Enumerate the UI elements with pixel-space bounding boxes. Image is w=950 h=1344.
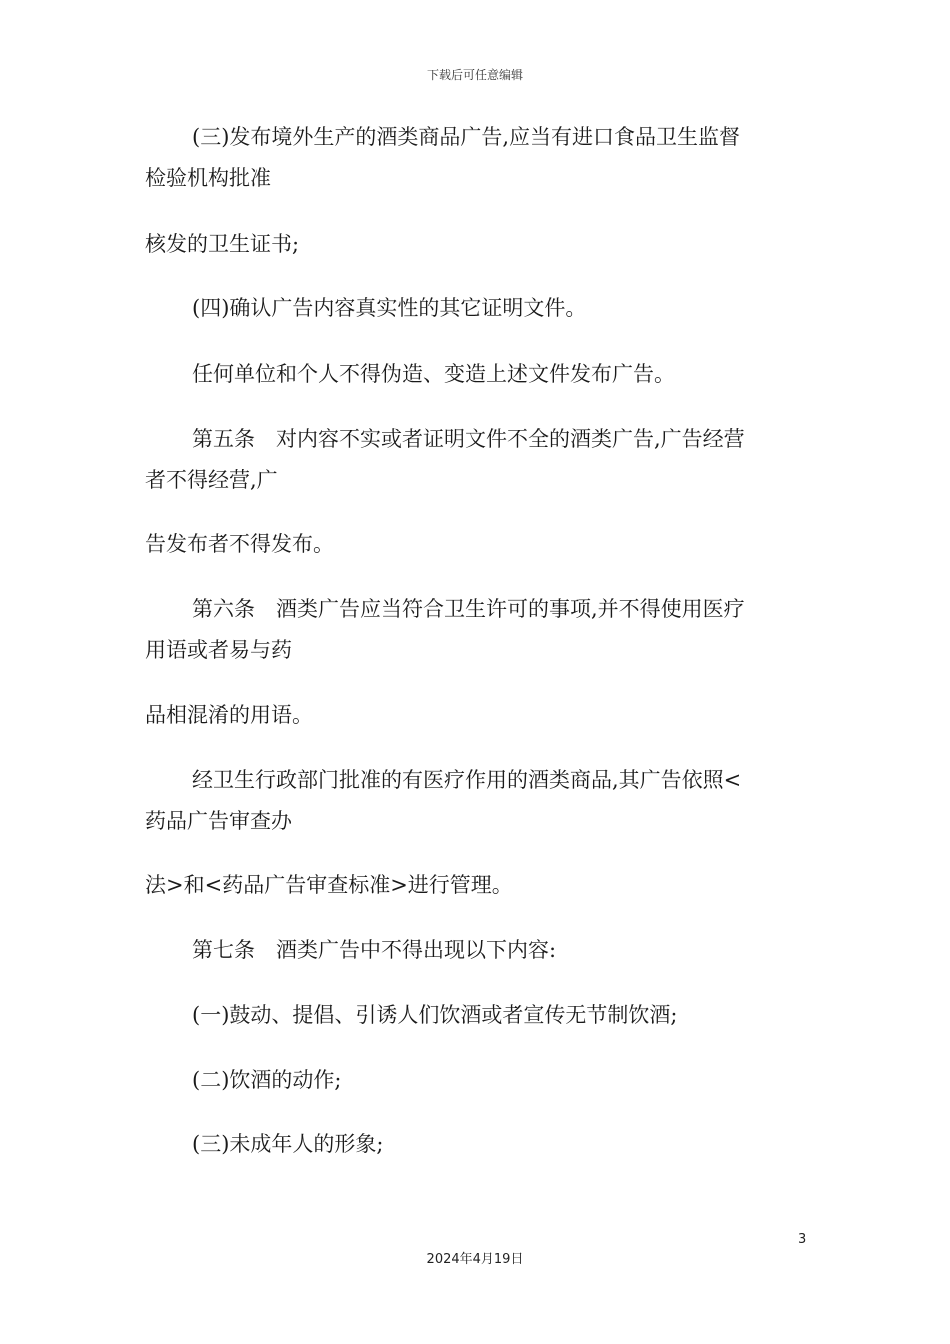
page-number: 3 <box>798 1232 807 1247</box>
paragraph-line: (三)未成年人的形象; <box>192 1132 384 1156</box>
paragraph-line: 经卫生行政部门批准的有医疗作用的酒类商品,其广告依照< <box>192 768 742 792</box>
paragraph-line: (一)鼓动、提倡、引诱人们饮酒或者宣传无节制饮酒; <box>192 1003 678 1027</box>
page-header: 下载后可任意编辑 <box>426 68 523 82</box>
paragraph-line: 法>和<药品广告审查标准>进行管理。 <box>145 873 513 897</box>
paragraph-line: 药品广告审查办 <box>145 809 292 833</box>
paragraph-line: 第五条 对内容不实或者证明文件不全的酒类广告,广告经营 <box>192 427 745 451</box>
paragraph-line: 第六条 酒类广告应当符合卫生许可的事项,并不得使用医疗 <box>192 597 745 621</box>
paragraph-line: 核发的卫生证书; <box>145 232 300 256</box>
paragraph-line: (四)确认广告内容真实性的其它证明文件。 <box>192 296 587 320</box>
paragraph-line: 者不得经营,广 <box>145 468 278 492</box>
footer-date: 2024年4月19日 <box>426 1252 524 1267</box>
paragraph-line: 第七条 酒类广告中不得出现以下内容: <box>192 938 557 962</box>
paragraph-line: 品相混淆的用语。 <box>145 703 313 727</box>
paragraph-line: 任何单位和个人不得伪造、变造上述文件发布广告。 <box>192 362 675 386</box>
paragraph-line: (二)饮酒的动作; <box>192 1068 342 1092</box>
paragraph-line: (三)发布境外生产的酒类商品广告,应当有进口食品卫生监督 <box>192 125 741 149</box>
paragraph-line: 告发布者不得发布。 <box>145 532 334 556</box>
paragraph-line: 检验机构批准 <box>145 166 271 190</box>
paragraph-line: 用语或者易与药 <box>145 638 292 662</box>
